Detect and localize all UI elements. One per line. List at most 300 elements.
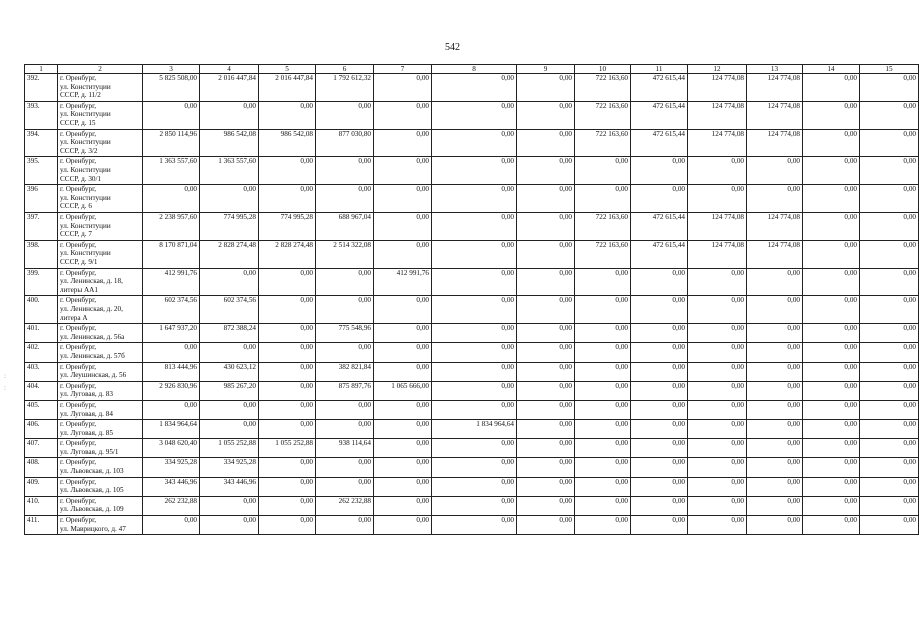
table-row xyxy=(25,101,919,129)
column-header-1: 1 xyxy=(25,65,58,74)
value-cell-col-14: 0,00 xyxy=(803,458,860,477)
value-cell-col-9: 0,00 xyxy=(517,185,575,213)
value-cell-col-13: 0,00 xyxy=(747,157,803,185)
value-cell-col-7: 0,00 xyxy=(374,185,432,213)
value-cell-col-3: 2 238 957,60 xyxy=(143,212,200,240)
value-cell-col-12: 0,00 xyxy=(688,157,747,185)
value-cell-col-8: 0,00 xyxy=(432,240,517,268)
address-line: литера А xyxy=(60,313,88,322)
value-cell-col-10: 0,00 xyxy=(575,362,631,381)
row-number: 410. xyxy=(25,496,58,515)
value-cell-col-13: 0,00 xyxy=(747,516,803,535)
address-line: ул. Ленинская, д. 20, xyxy=(60,304,123,313)
value-cell-col-8: 0,00 xyxy=(432,381,517,400)
value-cell-col-7: 412 991,76 xyxy=(374,268,432,296)
address-line: г. Оренбург, xyxy=(60,400,97,409)
value-cell-col-5: 0,00 xyxy=(259,458,316,477)
value-cell-col-10: 0,00 xyxy=(575,268,631,296)
value-cell-col-5: 0,00 xyxy=(259,496,316,515)
value-cell-col-7: 0,00 xyxy=(374,240,432,268)
value-cell-col-9: 0,00 xyxy=(517,296,575,324)
value-cell-col-9: 0,00 xyxy=(517,458,575,477)
value-cell-col-7: 1 065 666,00 xyxy=(374,381,432,400)
value-cell-col-6: 938 114,64 xyxy=(316,439,374,458)
value-cell-col-8: 0,00 xyxy=(432,439,517,458)
value-cell-col-8: 0,00 xyxy=(432,185,517,213)
value-cell-col-4: 430 623,12 xyxy=(200,362,259,381)
column-header-9: 9 xyxy=(517,65,575,74)
value-cell-col-4: 0,00 xyxy=(200,343,259,362)
table-row xyxy=(25,74,919,102)
value-cell-col-3: 262 232,88 xyxy=(143,496,200,515)
value-cell-col-4: 334 925,28 xyxy=(200,458,259,477)
row-number: 398. xyxy=(25,240,58,268)
value-cell-col-10: 0,00 xyxy=(575,324,631,343)
value-cell-col-7: 0,00 xyxy=(374,129,432,157)
value-cell-col-9: 0,00 xyxy=(517,240,575,268)
value-cell-col-10: 0,00 xyxy=(575,496,631,515)
row-number: 404. xyxy=(25,381,58,400)
value-cell-col-9: 0,00 xyxy=(517,439,575,458)
value-cell-col-10: 0,00 xyxy=(575,296,631,324)
address-line: ул. Львовская, д. 103 xyxy=(60,467,124,476)
value-cell-col-10: 0,00 xyxy=(575,157,631,185)
column-header-10: 10 xyxy=(575,65,631,74)
value-cell-col-13: 0,00 xyxy=(747,477,803,496)
value-cell-col-7: 0,00 xyxy=(374,343,432,362)
address-line: ул. Леушинская, д. 56 xyxy=(60,371,127,380)
address-line: г. Оренбург, xyxy=(60,516,97,525)
value-cell-col-14: 0,00 xyxy=(803,439,860,458)
value-cell-col-14: 0,00 xyxy=(803,381,860,400)
address-line: г. Оренбург, xyxy=(60,343,97,352)
value-cell-col-12: 0,00 xyxy=(688,268,747,296)
value-cell-col-8: 1 834 964,64 xyxy=(432,420,517,439)
value-cell-col-6: 0,00 xyxy=(316,343,374,362)
value-cell-col-11: 472 615,44 xyxy=(631,240,688,268)
address-cell xyxy=(58,477,143,496)
value-cell-col-5: 1 055 252,88 xyxy=(259,439,316,458)
value-cell-col-13: 0,00 xyxy=(747,439,803,458)
value-cell-col-5: 0,00 xyxy=(259,477,316,496)
value-cell-col-13: 0,00 xyxy=(747,400,803,419)
value-cell-col-6: 0,00 xyxy=(316,101,374,129)
address-cell xyxy=(58,129,143,157)
value-cell-col-8: 0,00 xyxy=(432,324,517,343)
value-cell-col-8: 0,00 xyxy=(432,496,517,515)
value-cell-col-5: 0,00 xyxy=(259,400,316,419)
address-cell xyxy=(58,268,143,296)
value-cell-col-8: 0,00 xyxy=(432,129,517,157)
value-cell-col-11: 0,00 xyxy=(631,185,688,213)
value-cell-col-12: 124 774,08 xyxy=(688,74,747,102)
row-number: 395. xyxy=(25,157,58,185)
value-cell-col-11: 0,00 xyxy=(631,343,688,362)
value-cell-col-12: 124 774,08 xyxy=(688,129,747,157)
value-cell-col-3: 1 363 557,60 xyxy=(143,157,200,185)
address-line: ул. Ленинская, д. 57б xyxy=(60,351,125,360)
value-cell-col-5: 0,00 xyxy=(259,381,316,400)
address-line: г. Оренбург, xyxy=(60,439,97,448)
value-cell-col-11: 0,00 xyxy=(631,268,688,296)
value-cell-col-15: 0,00 xyxy=(860,439,919,458)
value-cell-col-13: 0,00 xyxy=(747,324,803,343)
row-number: 401. xyxy=(25,324,58,343)
table-row xyxy=(25,400,919,419)
row-number: 393. xyxy=(25,101,58,129)
value-cell-col-12: 0,00 xyxy=(688,516,747,535)
value-cell-col-15: 0,00 xyxy=(860,296,919,324)
table-row xyxy=(25,185,919,213)
address-line: ул. Ленинская, д. 56а xyxy=(60,332,125,341)
value-cell-col-4: 1 055 252,88 xyxy=(200,439,259,458)
value-cell-col-15: 0,00 xyxy=(860,74,919,102)
value-cell-col-7: 0,00 xyxy=(374,324,432,343)
address-line: ул. Луговая, д. 84 xyxy=(60,409,113,418)
value-cell-col-8: 0,00 xyxy=(432,458,517,477)
header-row xyxy=(25,65,919,74)
data-table xyxy=(24,64,919,535)
address-line: СССР, д. 3/2 xyxy=(60,146,98,155)
value-cell-col-5: 0,00 xyxy=(259,296,316,324)
value-cell-col-9: 0,00 xyxy=(517,516,575,535)
value-cell-col-15: 0,00 xyxy=(860,477,919,496)
row-number: 407. xyxy=(25,439,58,458)
value-cell-col-12: 0,00 xyxy=(688,496,747,515)
value-cell-col-9: 0,00 xyxy=(517,157,575,185)
value-cell-col-15: 0,00 xyxy=(860,129,919,157)
row-number: 409. xyxy=(25,477,58,496)
address-cell xyxy=(58,496,143,515)
address-line: г. Оренбург, xyxy=(60,240,97,249)
value-cell-col-14: 0,00 xyxy=(803,516,860,535)
value-cell-col-13: 0,00 xyxy=(747,496,803,515)
row-number: 408. xyxy=(25,458,58,477)
address-line: ул. Маврицкого, д. 47 xyxy=(60,524,126,533)
value-cell-col-13: 124 774,08 xyxy=(747,212,803,240)
address-cell xyxy=(58,74,143,102)
address-line: г. Оренбург, xyxy=(60,129,97,138)
value-cell-col-11: 0,00 xyxy=(631,516,688,535)
value-cell-col-6: 0,00 xyxy=(316,458,374,477)
value-cell-col-12: 0,00 xyxy=(688,420,747,439)
row-number: 392. xyxy=(25,74,58,102)
row-number: 402. xyxy=(25,343,58,362)
address-cell xyxy=(58,420,143,439)
address-line: г. Оренбург, xyxy=(60,362,97,371)
value-cell-col-7: 0,00 xyxy=(374,516,432,535)
address-cell xyxy=(58,400,143,419)
value-cell-col-10: 0,00 xyxy=(575,477,631,496)
value-cell-col-11: 0,00 xyxy=(631,420,688,439)
value-cell-col-9: 0,00 xyxy=(517,496,575,515)
column-header-14: 14 xyxy=(803,65,860,74)
value-cell-col-12: 0,00 xyxy=(688,381,747,400)
address-line: г. Оренбург, xyxy=(60,458,97,467)
value-cell-col-7: 0,00 xyxy=(374,458,432,477)
address-line: СССР, д. 30/1 xyxy=(60,174,102,183)
value-cell-col-11: 0,00 xyxy=(631,439,688,458)
value-cell-col-13: 0,00 xyxy=(747,458,803,477)
value-cell-col-9: 0,00 xyxy=(517,362,575,381)
value-cell-col-13: 0,00 xyxy=(747,420,803,439)
value-cell-col-9: 0,00 xyxy=(517,477,575,496)
value-cell-col-10: 0,00 xyxy=(575,185,631,213)
address-cell xyxy=(58,458,143,477)
value-cell-col-10: 0,00 xyxy=(575,420,631,439)
value-cell-col-4: 0,00 xyxy=(200,101,259,129)
value-cell-col-5: 986 542,08 xyxy=(259,129,316,157)
value-cell-col-10: 722 163,60 xyxy=(575,74,631,102)
address-line: г. Оренбург, xyxy=(60,74,97,82)
address-cell xyxy=(58,240,143,268)
value-cell-col-6: 0,00 xyxy=(316,268,374,296)
value-cell-col-5: 0,00 xyxy=(259,185,316,213)
value-cell-col-5: 2 828 274,48 xyxy=(259,240,316,268)
value-cell-col-4: 0,00 xyxy=(200,268,259,296)
value-cell-col-12: 0,00 xyxy=(688,343,747,362)
address-cell xyxy=(58,516,143,535)
column-header-12: 12 xyxy=(688,65,747,74)
value-cell-col-10: 0,00 xyxy=(575,400,631,419)
value-cell-col-10: 722 163,60 xyxy=(575,240,631,268)
value-cell-col-14: 0,00 xyxy=(803,496,860,515)
value-cell-col-5: 2 016 447,84 xyxy=(259,74,316,102)
value-cell-col-15: 0,00 xyxy=(860,240,919,268)
value-cell-col-14: 0,00 xyxy=(803,212,860,240)
row-number: 406. xyxy=(25,420,58,439)
value-cell-col-7: 0,00 xyxy=(374,362,432,381)
value-cell-col-5: 0,00 xyxy=(259,268,316,296)
address-cell xyxy=(58,324,143,343)
value-cell-col-5: 0,00 xyxy=(259,324,316,343)
value-cell-col-9: 0,00 xyxy=(517,101,575,129)
value-cell-col-6: 875 897,76 xyxy=(316,381,374,400)
column-header-6: 6 xyxy=(316,65,374,74)
value-cell-col-5: 0,00 xyxy=(259,516,316,535)
value-cell-col-3: 2 926 830,96 xyxy=(143,381,200,400)
row-number: 397. xyxy=(25,212,58,240)
value-cell-col-15: 0,00 xyxy=(860,101,919,129)
table-row xyxy=(25,420,919,439)
value-cell-col-14: 0,00 xyxy=(803,268,860,296)
address-line: г. Оренбург, xyxy=(60,185,97,194)
value-cell-col-14: 0,00 xyxy=(803,477,860,496)
value-cell-col-14: 0,00 xyxy=(803,420,860,439)
value-cell-col-4: 985 267,20 xyxy=(200,381,259,400)
value-cell-col-12: 124 774,08 xyxy=(688,101,747,129)
value-cell-col-5: 0,00 xyxy=(259,101,316,129)
address-cell xyxy=(58,101,143,129)
address-line: ул. Львовская, д. 109 xyxy=(60,505,124,514)
value-cell-col-4: 0,00 xyxy=(200,185,259,213)
value-cell-col-11: 0,00 xyxy=(631,496,688,515)
address-line: г. Оренбург, xyxy=(60,296,97,305)
value-cell-col-14: 0,00 xyxy=(803,324,860,343)
value-cell-col-15: 0,00 xyxy=(860,185,919,213)
value-cell-col-4: 343 446,96 xyxy=(200,477,259,496)
address-line: ул. Конституции xyxy=(60,165,111,174)
value-cell-col-7: 0,00 xyxy=(374,296,432,324)
value-cell-col-11: 0,00 xyxy=(631,296,688,324)
value-cell-col-7: 0,00 xyxy=(374,212,432,240)
value-cell-col-3: 343 446,96 xyxy=(143,477,200,496)
value-cell-col-12: 124 774,08 xyxy=(688,212,747,240)
value-cell-col-3: 602 374,56 xyxy=(143,296,200,324)
address-line: СССР, д. 9/1 xyxy=(60,257,98,266)
address-line: СССР, д. 6 xyxy=(60,202,92,211)
row-number: 394. xyxy=(25,129,58,157)
value-cell-col-13: 0,00 xyxy=(747,296,803,324)
address-cell xyxy=(58,296,143,324)
value-cell-col-6: 775 548,96 xyxy=(316,324,374,343)
value-cell-col-5: 774 995,28 xyxy=(259,212,316,240)
value-cell-col-11: 472 615,44 xyxy=(631,101,688,129)
table-row xyxy=(25,240,919,268)
value-cell-col-6: 877 030,80 xyxy=(316,129,374,157)
value-cell-col-3: 8 170 871,04 xyxy=(143,240,200,268)
table-row xyxy=(25,212,919,240)
value-cell-col-15: 0,00 xyxy=(860,496,919,515)
value-cell-col-7: 0,00 xyxy=(374,420,432,439)
value-cell-col-14: 0,00 xyxy=(803,101,860,129)
value-cell-col-9: 0,00 xyxy=(517,212,575,240)
value-cell-col-11: 472 615,44 xyxy=(631,74,688,102)
value-cell-col-15: 0,00 xyxy=(860,516,919,535)
value-cell-col-8: 0,00 xyxy=(432,74,517,102)
value-cell-col-15: 0,00 xyxy=(860,458,919,477)
value-cell-col-12: 0,00 xyxy=(688,477,747,496)
value-cell-col-8: 0,00 xyxy=(432,343,517,362)
value-cell-col-9: 0,00 xyxy=(517,324,575,343)
value-cell-col-14: 0,00 xyxy=(803,400,860,419)
value-cell-col-13: 0,00 xyxy=(747,268,803,296)
value-cell-col-8: 0,00 xyxy=(432,362,517,381)
value-cell-col-5: 0,00 xyxy=(259,362,316,381)
value-cell-col-6: 0,00 xyxy=(316,516,374,535)
value-cell-col-11: 0,00 xyxy=(631,400,688,419)
address-cell xyxy=(58,185,143,213)
value-cell-col-4: 2 828 274,48 xyxy=(200,240,259,268)
value-cell-col-10: 0,00 xyxy=(575,439,631,458)
value-cell-col-12: 0,00 xyxy=(688,324,747,343)
address-line: ул. Львовская, д. 105 xyxy=(60,486,124,495)
address-line: ул. Конституции xyxy=(60,110,111,119)
address-line: ул. Конституции xyxy=(60,221,111,230)
value-cell-col-15: 0,00 xyxy=(860,362,919,381)
value-cell-col-6: 0,00 xyxy=(316,400,374,419)
value-cell-col-6: 2 514 322,08 xyxy=(316,240,374,268)
address-line: г. Оренбург, xyxy=(60,268,97,277)
column-header-2: 2 xyxy=(58,65,143,74)
value-cell-col-3: 2 850 114,96 xyxy=(143,129,200,157)
address-line: г. Оренбург, xyxy=(60,101,97,110)
scan-mark: : xyxy=(4,384,6,392)
value-cell-col-8: 0,00 xyxy=(432,477,517,496)
address-cell xyxy=(58,381,143,400)
row-number: 403. xyxy=(25,362,58,381)
address-line: г. Оренбург, xyxy=(60,157,97,166)
value-cell-col-15: 0,00 xyxy=(860,212,919,240)
value-cell-col-6: 1 792 612,32 xyxy=(316,74,374,102)
value-cell-col-13: 0,00 xyxy=(747,185,803,213)
value-cell-col-7: 0,00 xyxy=(374,400,432,419)
value-cell-col-7: 0,00 xyxy=(374,157,432,185)
value-cell-col-13: 0,00 xyxy=(747,343,803,362)
value-cell-col-13: 124 774,08 xyxy=(747,129,803,157)
column-header-4: 4 xyxy=(200,65,259,74)
value-cell-col-3: 1 647 937,20 xyxy=(143,324,200,343)
table-body xyxy=(25,74,919,535)
value-cell-col-7: 0,00 xyxy=(374,496,432,515)
value-cell-col-15: 0,00 xyxy=(860,157,919,185)
value-cell-col-9: 0,00 xyxy=(517,129,575,157)
value-cell-col-6: 0,00 xyxy=(316,157,374,185)
column-header-8: 8 xyxy=(432,65,517,74)
value-cell-col-8: 0,00 xyxy=(432,157,517,185)
address-line: г. Оренбург, xyxy=(60,381,97,390)
row-number: 400. xyxy=(25,296,58,324)
value-cell-col-11: 0,00 xyxy=(631,458,688,477)
address-cell xyxy=(58,439,143,458)
address-cell xyxy=(58,212,143,240)
value-cell-col-7: 0,00 xyxy=(374,439,432,458)
address-line: ул. Луговая, д. 85 xyxy=(60,428,113,437)
value-cell-col-11: 0,00 xyxy=(631,324,688,343)
table-row xyxy=(25,324,919,343)
address-line: ул. Ленинская, д. 18, xyxy=(60,277,123,286)
value-cell-col-14: 0,00 xyxy=(803,157,860,185)
value-cell-col-10: 0,00 xyxy=(575,516,631,535)
value-cell-col-14: 0,00 xyxy=(803,74,860,102)
value-cell-col-4: 0,00 xyxy=(200,420,259,439)
value-cell-col-14: 0,00 xyxy=(803,343,860,362)
table-row xyxy=(25,296,919,324)
value-cell-col-4: 872 388,24 xyxy=(200,324,259,343)
value-cell-col-5: 0,00 xyxy=(259,343,316,362)
value-cell-col-14: 0,00 xyxy=(803,185,860,213)
value-cell-col-3: 3 048 620,40 xyxy=(143,439,200,458)
value-cell-col-10: 0,00 xyxy=(575,343,631,362)
table-row xyxy=(25,362,919,381)
value-cell-col-12: 0,00 xyxy=(688,362,747,381)
value-cell-col-12: 0,00 xyxy=(688,458,747,477)
address-line: ул. Луговая, д. 95/1 xyxy=(60,447,119,456)
address-line: г. Оренбург, xyxy=(60,496,97,505)
address-line: литеры АА1 xyxy=(60,285,98,294)
address-line: СССР, д. 11/2 xyxy=(60,91,101,100)
value-cell-col-10: 0,00 xyxy=(575,381,631,400)
value-cell-col-5: 0,00 xyxy=(259,157,316,185)
address-line: г. Оренбург, xyxy=(60,420,97,429)
value-cell-col-14: 0,00 xyxy=(803,129,860,157)
table-row xyxy=(25,343,919,362)
value-cell-col-9: 0,00 xyxy=(517,74,575,102)
value-cell-col-13: 0,00 xyxy=(747,381,803,400)
column-header-13: 13 xyxy=(747,65,803,74)
value-cell-col-3: 813 444,96 xyxy=(143,362,200,381)
value-cell-col-11: 0,00 xyxy=(631,362,688,381)
value-cell-col-7: 0,00 xyxy=(374,101,432,129)
address-line: ул. Конституции xyxy=(60,138,111,147)
address-line: ул. Конституции xyxy=(60,193,111,202)
value-cell-col-15: 0,00 xyxy=(860,381,919,400)
value-cell-col-3: 1 834 964,64 xyxy=(143,420,200,439)
value-cell-col-3: 0,00 xyxy=(143,101,200,129)
address-line: ул. Луговая, д. 83 xyxy=(60,390,113,399)
value-cell-col-10: 722 163,60 xyxy=(575,212,631,240)
value-cell-col-4: 602 374,56 xyxy=(200,296,259,324)
